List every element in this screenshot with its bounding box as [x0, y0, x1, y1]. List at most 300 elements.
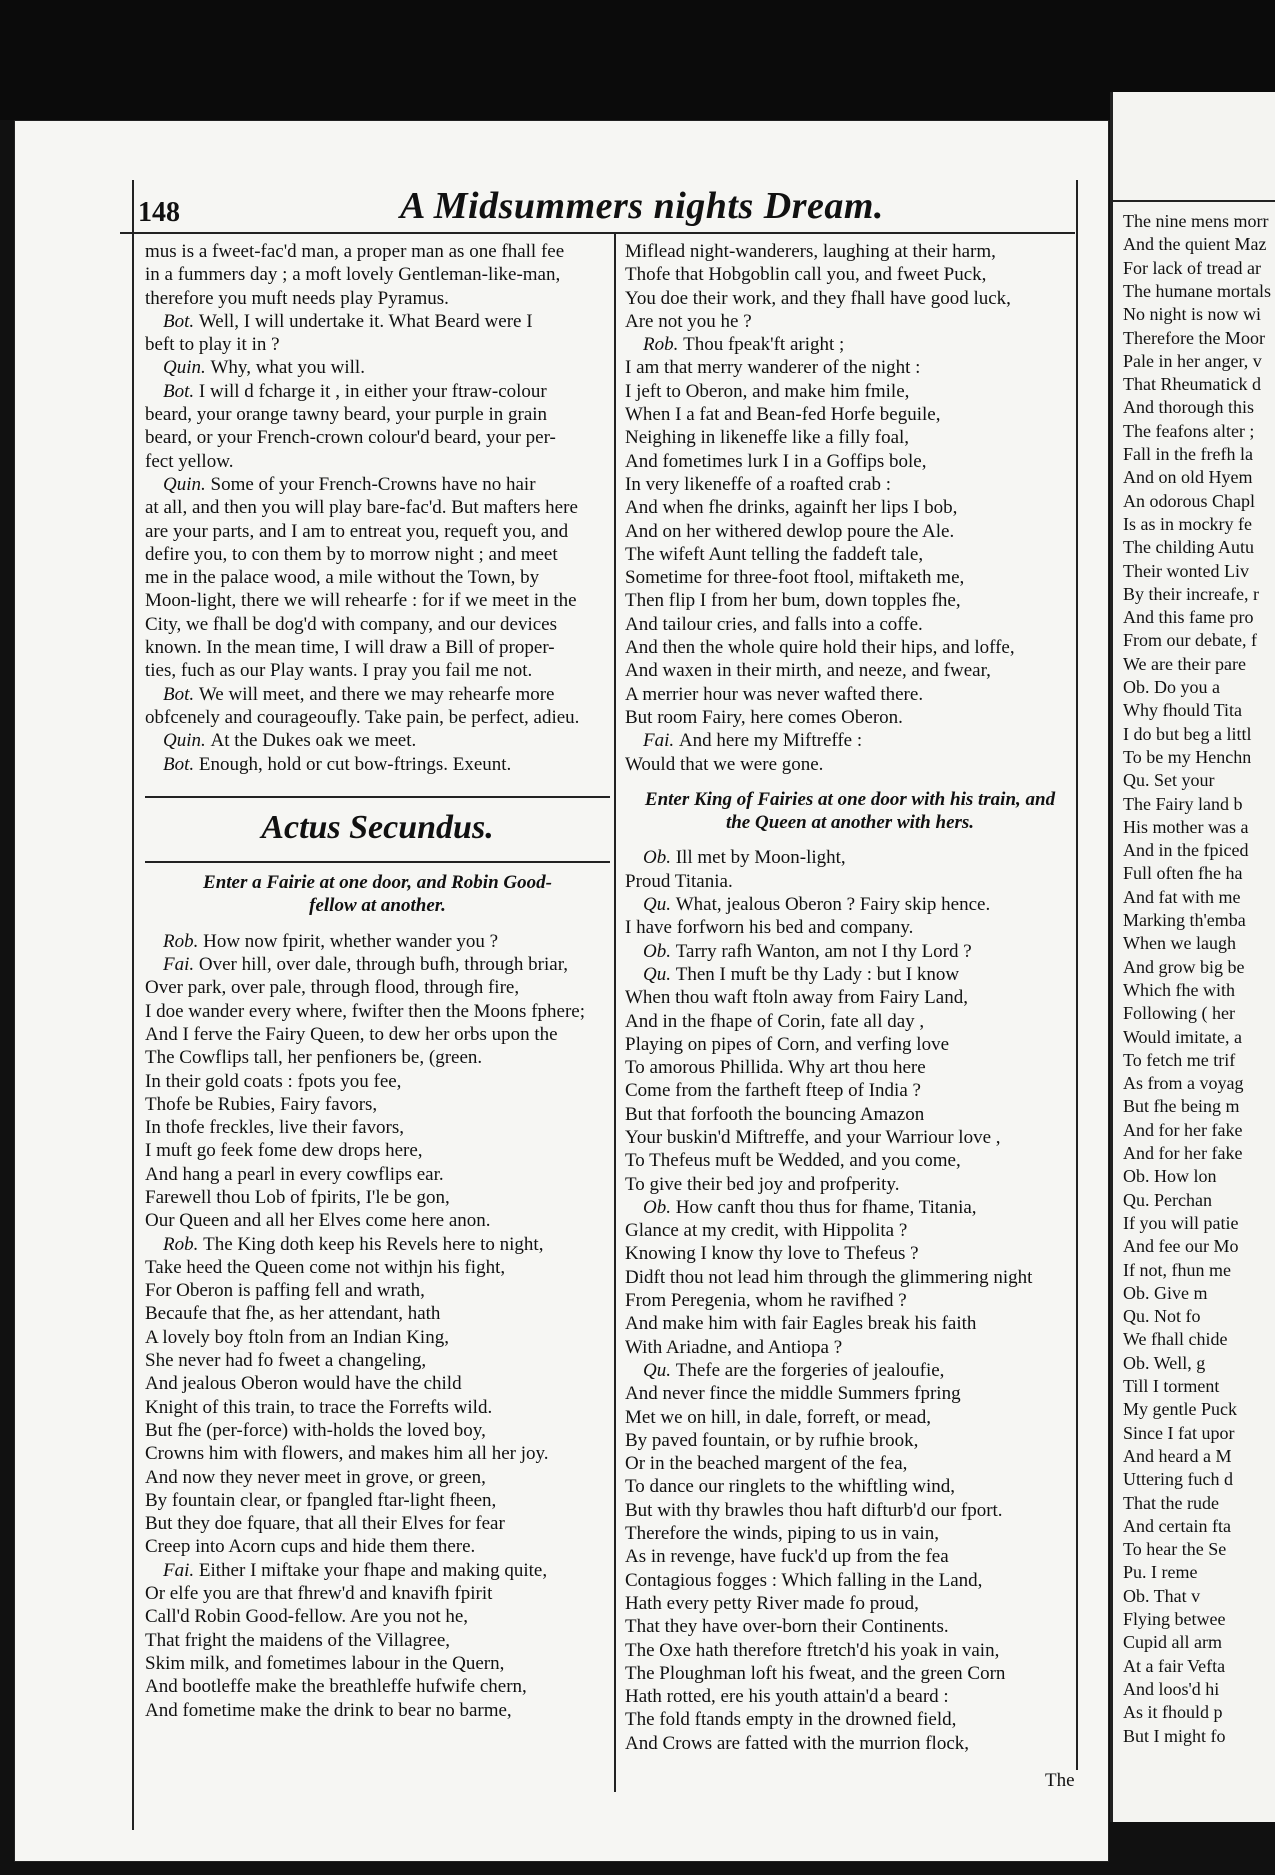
line-text: As in revenge, have fuck'd up from the fea [625, 1546, 949, 1568]
adjacent-page-line: To fetch me trif [1123, 1049, 1236, 1070]
speaker-name: Ob. [643, 1196, 676, 1218]
stage-direction: Enter a Fairie at one door, and Robin Good- [203, 872, 552, 894]
verse-line [145, 1512, 610, 1535]
adjacent-page-line: But I might fo [1123, 1725, 1226, 1746]
line-text: Enough, hold or cut bow-ftrings. Exeunt. [198, 753, 512, 775]
line-text: Ill met by Moon-light, [675, 847, 846, 869]
verse-line [145, 1256, 610, 1279]
adjacent-page-line: Full often fhe ha [1123, 863, 1243, 884]
line-text: A merrier hour was never wafted there. [625, 683, 924, 705]
line-text: To amorous Phillida. Why art thou here [625, 1057, 926, 1079]
line-text: Knight of this train, to trace the Forrefts wild. [145, 1396, 493, 1418]
adjacent-page-line: That Rheumatick d [1123, 374, 1261, 395]
line-text: By paved fountain, or by rufhie brook, [625, 1429, 919, 1451]
line-text: What, jealous Oberon ? Fairy skip hence. [675, 894, 991, 916]
verse-line [625, 1708, 1075, 1731]
line-text: Then I muft be thy Lady : but I know [675, 963, 960, 985]
line-text: By fountain clear, or fpangled ftar-light fheen, [145, 1489, 497, 1511]
adjacent-page-line: Following ( her [1123, 1003, 1235, 1024]
adjacent-page-line: Ob. Give m [1123, 1282, 1208, 1303]
line-text: Then flip I from her bum, down topples fhe, [625, 590, 961, 612]
line-text: Crowns him with flowers, and makes him all her joy. [145, 1443, 549, 1465]
line-text: And Crows are fatted with the murrion flock, [625, 1732, 970, 1754]
line-text: Tarry rafh Wanton, am not I thy Lord ? [675, 940, 972, 962]
speaker-name: Quin. [163, 357, 211, 379]
line-text: And hang a pearl in every cowflips ear. [145, 1163, 444, 1185]
verse-line [625, 380, 1075, 403]
line-text: Playing on pipes of Corn, and verfing love [625, 1033, 950, 1055]
line-text: Over hill, over dale, through bufh, through briar, [198, 954, 569, 976]
line-text: With Ariadne, and Antiopa ? [625, 1336, 843, 1358]
line-text: And here my Miftreffe : [678, 730, 863, 752]
adjacent-page-line: And for her fake [1123, 1143, 1243, 1163]
verse-line [625, 1359, 1075, 1382]
line-text: Call'd Robin Good-fellow. Are you not he, [145, 1606, 469, 1628]
line-text: And never fince the middle Summers fpring [625, 1383, 961, 1405]
line-text: I have forfworn his bed and company. [625, 917, 914, 939]
verse-line [625, 636, 1075, 659]
verse-line [625, 473, 1075, 496]
verse-line [145, 310, 610, 333]
line-text: Met we on hill, in dale, forreft, or mead, [625, 1406, 932, 1428]
line-text: The Ploughman loft his fweat, and the green Corn [625, 1662, 1006, 1684]
line-text: And fometime make the drink to bear no barme, [145, 1699, 512, 1721]
page-number: 148 [138, 197, 180, 228]
adjacent-page-line: And loos'd hi [1123, 1678, 1220, 1699]
line-text: beard, your orange tawny beard, your purple in grain [145, 404, 548, 426]
line-text: Contagious fogges : Which falling in the Land, [625, 1569, 983, 1591]
speaker-name: Bot. [163, 380, 199, 402]
spacer [625, 776, 1075, 788]
verse-line [625, 706, 1075, 729]
line-text: Becaufe that fhe, as her attendant, hath [145, 1303, 441, 1325]
verse-line [625, 1173, 1075, 1196]
adjacent-page-line: But fhe being m [1123, 1096, 1240, 1117]
text-column-left [145, 240, 610, 1722]
line-text: me in the palace wood, a mile without the Town, by [145, 567, 540, 589]
verse-line [145, 1419, 610, 1442]
verse-line [145, 403, 610, 426]
line-text: Creep into Acorn cups and hide them there. [145, 1536, 476, 1558]
speaker-name: Bot. [163, 683, 199, 705]
line-text: The King doth keep his Revels here to night, [203, 1233, 544, 1255]
verse-line [625, 1219, 1075, 1242]
verse-line [625, 1545, 1075, 1568]
adjacent-page-line: And for her fake [1123, 1119, 1243, 1140]
adjacent-page-line: We are their pare [1123, 653, 1246, 674]
verse-line [625, 1382, 1075, 1405]
verse-line [145, 1652, 610, 1675]
verse-line [625, 1569, 1075, 1592]
adjacent-page-line: And grow big be [1123, 956, 1245, 977]
verse-line [145, 1209, 610, 1232]
speaker-name: Rob. [163, 930, 204, 952]
line-text: And then the whole quire hold their hips, and loffe, [625, 637, 1015, 659]
verse-line [145, 450, 610, 473]
line-text: known. In the mean time, I will draw a Bill of proper- [145, 637, 555, 659]
line-text: obfcenely and courageoufly. Take pain, be perfect, adieu. [145, 706, 580, 728]
verse-line [145, 1396, 610, 1419]
line-text: I muft go feek fome dew drops here, [145, 1140, 423, 1162]
page-header [120, 172, 1075, 234]
adjacent-page-line: That the rude [1123, 1492, 1219, 1513]
adjacent-page-line: Marking th'emba [1123, 910, 1246, 930]
verse-line [625, 916, 1075, 939]
verse-line [625, 1242, 1075, 1265]
line-text: Knowing I know thy love to Thefeus ? [625, 1243, 919, 1265]
verse-line [145, 1535, 610, 1558]
line-text: To dance our ringlets to the whiftling wind, [625, 1476, 956, 1498]
verse-line [145, 473, 610, 496]
adjacent-page-line: At a fair Vefta [1123, 1655, 1226, 1676]
adjacent-page-line: Ob. How lon [1123, 1166, 1217, 1187]
adjacent-page-line: Qu. Set your [1123, 770, 1215, 791]
verse-line [625, 450, 1075, 473]
verse-line [625, 1685, 1075, 1708]
line-text: But with thy brawles thou haft difturb'd our fport. [625, 1499, 1003, 1521]
line-text: And make him with fair Eagles break his faith [625, 1313, 977, 1335]
spacer [625, 834, 1075, 846]
verse-line [145, 1046, 610, 1069]
verse-line [625, 1406, 1075, 1429]
line-text: Your buskin'd Miftreffe, and your Warriour love , [625, 1126, 1001, 1148]
line-text: I am that merry wanderer of the night : [625, 357, 921, 379]
verse-line [145, 263, 610, 286]
line-text: in a fummers day ; a moft lovely Gentleman-like-man, [145, 264, 561, 286]
line-text: Or elfe you are that fhrew'd and knavifh fpirit [145, 1583, 493, 1605]
line-text: therefore you muft needs play Pyramus. [145, 287, 449, 309]
line-text: Hath rotted, ere his youth attain'd a beard : [625, 1686, 949, 1708]
verse-line [145, 1186, 610, 1209]
line-text: When thou waft ftoln away from Fairy Land, [625, 987, 968, 1009]
line-text: Proud Titania. [625, 870, 733, 892]
line-text: fect yellow. [145, 450, 234, 472]
verse-line [625, 1312, 1075, 1335]
verse-line [145, 753, 610, 776]
verse-line [145, 1023, 610, 1046]
verse-line [145, 1559, 610, 1582]
adjacent-page-line: Pale in her anger, v [1123, 350, 1262, 371]
adjacent-page-line: If you will patie [1123, 1212, 1239, 1233]
verse-line [625, 1196, 1075, 1219]
verse-line [145, 1326, 610, 1349]
line-text: Glance at my credit, with Hippolita ? [625, 1220, 908, 1242]
verse-line [625, 1475, 1075, 1498]
verse-line [145, 1163, 610, 1186]
verse-line [145, 520, 610, 543]
verse-line [145, 1302, 610, 1325]
verse-line [625, 1429, 1075, 1452]
verse-line [145, 1070, 610, 1093]
adjacent-page-line: And the quient Maz [1123, 234, 1267, 255]
verse-line [145, 706, 610, 729]
spacer [145, 776, 610, 788]
line-text: are your parts, and I am to entreat you, requeft you, and [145, 520, 569, 542]
line-text: Hath every petty River made fo proud, [625, 1592, 919, 1614]
verse-line [625, 333, 1075, 356]
verse-line [625, 659, 1075, 682]
verse-line [625, 1010, 1075, 1033]
line-text: Neighing in likeneffe like a filly foal, [625, 427, 910, 449]
verse-line [145, 496, 610, 519]
line-text: And waxen in their mirth, and neeze, and fwear, [625, 660, 991, 682]
line-text: And on her withered dewlop poure the Ale. [625, 520, 955, 542]
verse-line [145, 1116, 610, 1139]
speaker-name: Fai. [163, 954, 199, 976]
speaker-name: Fai. [643, 730, 679, 752]
adjacent-page-line: The childing Autu [1123, 537, 1254, 558]
verse-line [625, 310, 1075, 333]
adjacent-page-line: My gentle Puck [1123, 1399, 1237, 1420]
line-text: Moon-light, there we will rehearfe : for if we meet in the [145, 590, 577, 612]
line-text: And I ferve the Fairy Queen, to dew her orbs upon the [145, 1023, 558, 1045]
adjacent-page-line: If not, fhun me [1123, 1259, 1231, 1280]
verse-line [625, 1639, 1075, 1662]
verse-line [145, 1605, 610, 1628]
verse-line [625, 589, 1075, 612]
line-text: mus is a fweet-fac'd man, a proper man as one fhall fee [145, 241, 565, 262]
speaker-name: Fai. [163, 1559, 199, 1581]
verse-line [145, 659, 610, 682]
line-text: We will meet, and there we may rehearfe more [198, 683, 555, 705]
line-text: But that forfooth the bouncing Amazon [625, 1103, 925, 1125]
act-heading: Actus Secundus. [261, 808, 494, 846]
line-text: Over park, over pale, through flood, through fire, [145, 977, 520, 999]
dark-background [0, 0, 1275, 120]
verse-line [625, 1056, 1075, 1079]
verse-line [625, 1615, 1075, 1638]
speaker-name: Rob. [163, 1233, 204, 1255]
adjacent-page-line: Cupid all arm [1123, 1632, 1222, 1653]
section-rule [145, 861, 610, 863]
line-text: beft to play it in ? [145, 334, 280, 356]
line-text: But fhe (per-force) with-holds the loved boy, [145, 1419, 486, 1441]
adjacent-page-line: Ob. Well, g [1123, 1352, 1206, 1373]
verse-line [625, 403, 1075, 426]
stage-direction: the Queen at another with hers. [725, 812, 975, 834]
verse-line [145, 930, 610, 953]
line-text: I doe wander every where, fwifter then the Moons fphere; [145, 1000, 585, 1022]
adjacent-page-line: And certain fta [1123, 1515, 1231, 1536]
verse-line [625, 1336, 1075, 1359]
line-text: Didft thou not lead him through the glimmering night [625, 1266, 1033, 1288]
adjacent-page-line: Since I fat upor [1123, 1422, 1235, 1443]
verse-line [625, 1079, 1075, 1102]
adjacent-page-line: His mother was a [1123, 816, 1249, 837]
line-text: And jealous Oberon would have the child [145, 1373, 462, 1395]
line-text: And now they never meet in grove, or green, [145, 1466, 486, 1488]
verse-line [145, 240, 610, 263]
adjacent-page-line: When we laugh [1123, 933, 1236, 954]
verse-line [145, 636, 610, 659]
line-text: At the Dukes oak we meet. [210, 730, 417, 752]
verse-line [145, 287, 610, 310]
line-text: But room Fairy, here comes Oberon. [625, 706, 903, 728]
verse-line [145, 426, 610, 449]
verse-line [625, 287, 1075, 310]
verse-line [625, 963, 1075, 986]
section-rule [145, 796, 610, 798]
text-column-right [625, 240, 1075, 1755]
line-text: She never had fo fweet a changeling, [145, 1350, 427, 1372]
verse-line [145, 543, 610, 566]
adjacent-page-line: Uttering fuch d [1123, 1469, 1233, 1490]
line-text: Our Queen and all her Elves come here anon. [145, 1210, 491, 1232]
adjacent-page-line: Fall in the frefh la [1123, 444, 1253, 464]
verse-line [625, 1499, 1075, 1522]
verse-line [625, 566, 1075, 589]
verse-line [145, 1442, 610, 1465]
adjacent-page-line: And fee our Mo [1123, 1236, 1239, 1257]
line-text: And fometimes lurk I in a Goffips bole, [625, 450, 927, 472]
verse-line [145, 356, 610, 379]
line-text: That they have over-born their Continents. [625, 1616, 949, 1638]
line-text: Would that we were gone. [625, 753, 824, 775]
line-text: Some of your French-Crowns have no hair [210, 473, 536, 495]
line-text: Come from the fartheft fteep of India ? [625, 1080, 921, 1102]
line-text: Take heed the Queen come not withjn his fight, [145, 1256, 506, 1278]
line-text: The wifeft Aunt telling the faddeft tale, [625, 543, 924, 565]
line-text: defire you, to con them by to morrow night ; and meet [145, 543, 558, 565]
speaker-name: Qu. [643, 963, 676, 985]
verse-line [625, 1266, 1075, 1289]
catchword: The [1045, 1770, 1075, 1791]
verse-line [145, 729, 610, 752]
line-text: Thofe be Rubies, Fairy favors, [145, 1093, 378, 1115]
adjacent-page-line: We fhall chide [1123, 1329, 1228, 1350]
speaker-name: Quin. [163, 730, 211, 752]
adjacent-page-line: And thorough this [1123, 397, 1255, 418]
adjacent-page-line: Is as in mockry fe [1123, 513, 1252, 534]
adjacent-page-line: Qu. Not fo [1123, 1306, 1201, 1327]
line-text: Either I miftake your fhape and making quite, [198, 1559, 548, 1581]
verse-line [145, 976, 610, 999]
verse-line [625, 846, 1075, 869]
verse-line [625, 263, 1075, 286]
verse-line [625, 683, 1075, 706]
speaker-name: Ob. [643, 940, 676, 962]
line-text: In very likeneffe of a roafted crab : [625, 473, 892, 495]
line-text: And tailour cries, and falls into a coffe. [625, 613, 923, 635]
verse-line [145, 1699, 610, 1722]
verse-line [625, 1149, 1075, 1172]
adjacent-page-line: Qu. Perchan [1123, 1189, 1212, 1210]
verse-line [145, 333, 610, 356]
verse-line [625, 613, 1075, 636]
line-text: Therefore the winds, piping to us in vain, [625, 1523, 939, 1545]
line-text: When I a fat and Bean-fed Horfe beguile, [625, 404, 941, 426]
adjacent-page-line: The feafons alter ; [1123, 420, 1255, 441]
column-divider [614, 232, 616, 1792]
speaker-name: Qu. [643, 1359, 676, 1381]
adjacent-page-line: Ob. Do you a [1123, 677, 1220, 697]
line-text: A lovely boy ftoln from an Indian King, [145, 1326, 449, 1348]
adjacent-page-line: By their increafe, r [1123, 583, 1259, 604]
verse-line [625, 240, 1075, 263]
line-text: I will d fcharge it , in either your ftraw-colour [198, 380, 547, 402]
line-text: Are not you he ? [625, 310, 752, 332]
verse-line [625, 1289, 1075, 1312]
adjacent-page-line: As it fhould p [1123, 1702, 1223, 1723]
adjacent-page-line: Their wonted Liv [1123, 560, 1249, 581]
verse-line [145, 1139, 610, 1162]
line-text: The Oxe hath therefore ftretch'd his yoak in vain, [625, 1639, 1000, 1661]
line-text: For Oberon is paffing fell and wrath, [145, 1280, 425, 1302]
line-text: ties, fuch as our Play wants. I pray you fail me not. [145, 660, 533, 682]
verse-line [145, 1466, 610, 1489]
adjacent-page-line: Which fhe with [1123, 979, 1235, 1000]
line-text: Thou fpeak'ft aright ; [683, 334, 845, 356]
stage-direction: Enter King of Fairies at one door with his train, and [644, 788, 1056, 810]
line-text: Well, I will undertake it. What Beard were I [198, 310, 533, 332]
adjacent-page-line: To hear the Se [1123, 1539, 1227, 1560]
adjacent-page-line: No night is now wi [1123, 304, 1262, 325]
speaker-name: Ob. [643, 847, 676, 869]
verse-line [145, 1489, 610, 1512]
adjacent-page-line: Would imitate, a [1123, 1026, 1243, 1047]
verse-line [145, 1000, 610, 1023]
verse-line [625, 940, 1075, 963]
spacer [145, 918, 610, 930]
line-text: City, we fhall be dog'd with company, and our devices [145, 613, 557, 635]
verse-line [145, 1093, 610, 1116]
verse-line [145, 380, 610, 403]
line-text: beard, or your French-crown colour'd beard, your per- [145, 427, 556, 449]
verse-line [625, 986, 1075, 1009]
verse-line [145, 1675, 610, 1698]
line-text: Farewell thou Lob of fpirits, I'le be gon, [145, 1186, 450, 1208]
adjacent-page-line: The Fairy land b [1123, 793, 1243, 814]
verse-line [145, 1349, 610, 1372]
verse-line [625, 1732, 1075, 1755]
verse-line [145, 1582, 610, 1605]
line-text: Miflead night-wanderers, laughing at their harm, [625, 241, 996, 262]
verse-line [625, 870, 1075, 893]
line-text: Or in the beached margent of the fea, [625, 1453, 908, 1475]
verse-line [145, 953, 610, 976]
adjacent-page-line: Why fhould Tita [1123, 700, 1243, 721]
line-text: And when fhe drinks, againft her lips I bob, [625, 497, 958, 519]
adjacent-page-line: And on old Hyem [1123, 467, 1253, 488]
adjacent-page-line: And in the fpiced [1123, 840, 1249, 861]
verse-line [625, 1452, 1075, 1475]
verse-line [145, 1372, 610, 1395]
adjacent-page-rule [1113, 200, 1275, 202]
line-text: Skim milk, and fometimes labour in the Quern, [145, 1652, 505, 1674]
verse-line [625, 1522, 1075, 1545]
adjacent-page-line: Flying betwee [1123, 1609, 1226, 1629]
running-title: A Midsummers nights Dream. [400, 185, 884, 227]
verse-line [145, 613, 610, 636]
adjacent-page-line: For lack of tread ar [1123, 257, 1261, 278]
line-text: How canft thou thus for fhame, Titania, [675, 1196, 977, 1218]
verse-line [625, 729, 1075, 752]
adjacent-page-line: Therefore the Moor [1123, 327, 1265, 348]
adjacent-page-line: To be my Henchn [1123, 746, 1252, 767]
verse-line [145, 1233, 610, 1256]
line-text: To Thefeus muft be Wedded, and you come, [625, 1150, 961, 1172]
line-text: In thofe freckles, live their favors, [145, 1117, 405, 1139]
adjacent-page-line: Ob. That v [1123, 1585, 1201, 1606]
speaker-name: Bot. [163, 753, 199, 775]
verse-line [625, 1592, 1075, 1615]
line-text: You doe their work, and they fhall have good luck, [625, 287, 1011, 309]
adjacent-page-line: I do but beg a littl [1123, 723, 1252, 744]
verse-line [145, 1629, 610, 1652]
line-text: The fold ftands empty in the drowned field, [625, 1709, 957, 1731]
adjacent-page-fragment [1110, 92, 1275, 1822]
line-text: Thofe that Hobgoblin call you, and fweet Puck, [625, 264, 987, 286]
